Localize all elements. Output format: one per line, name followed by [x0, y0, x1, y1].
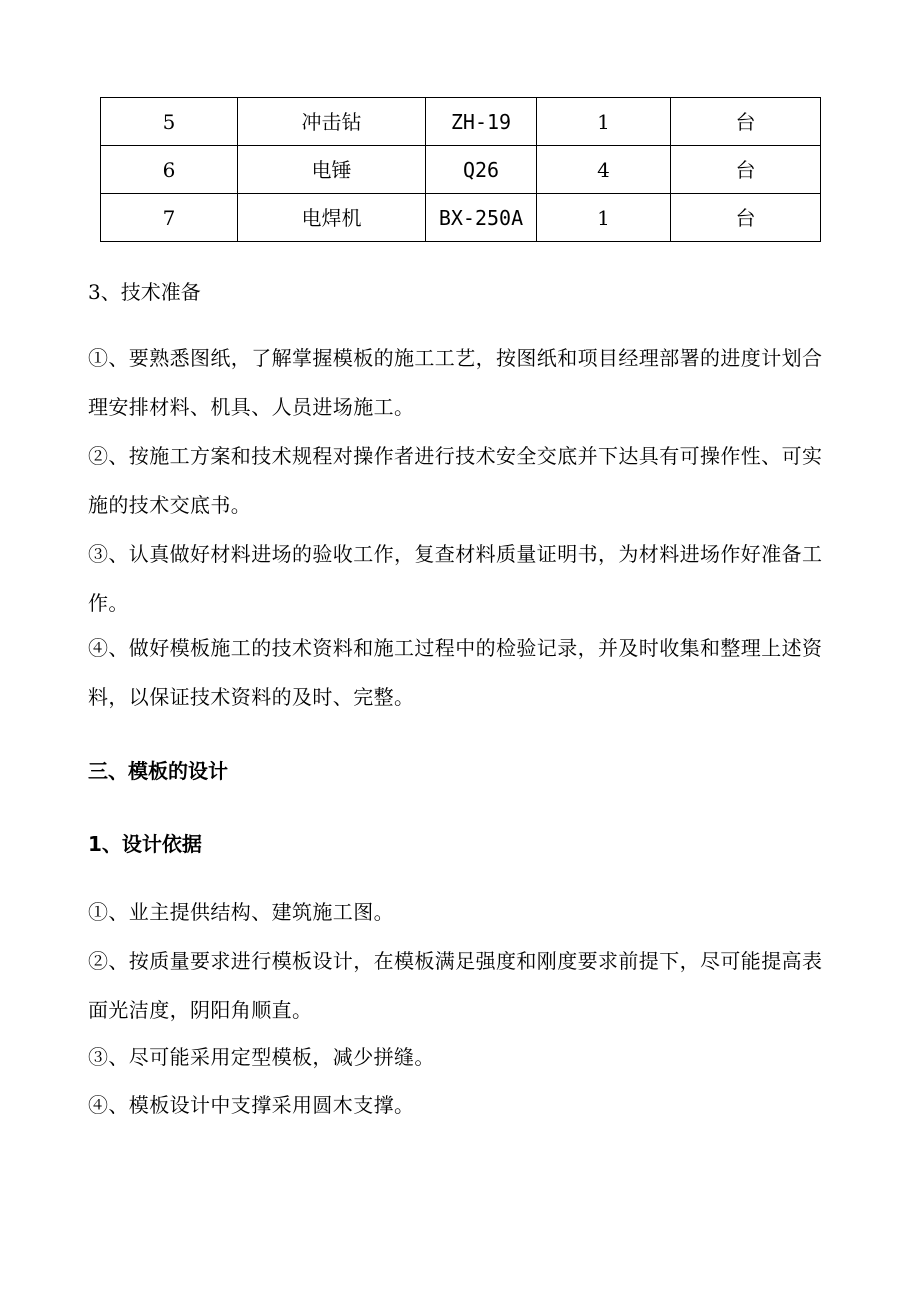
table-row — [101, 194, 821, 242]
cell-unit: 台 — [671, 98, 821, 146]
cell-no: 6 — [101, 146, 238, 194]
cell-qty: 4 — [537, 146, 671, 194]
design-basis-item-2: ②、按质量要求进行模板设计，在模板满足强度和刚度要求前提下，尽可能提高表面光洁度，阴阳角顺直。 — [88, 949, 823, 1022]
cell-model: Q26 — [426, 146, 537, 194]
tech-prep-item-4: ④、做好模板施工的技术资料和施工过程中的检验记录，并及时收集和整理上述资料，以保证技术资料的及时、完整。 — [88, 636, 823, 709]
section-heading: 三、模板的设计 — [88, 759, 228, 783]
equipment-table — [100, 97, 821, 242]
design-basis-item-1: ①、业主提供结构、建筑施工图。 — [88, 900, 394, 924]
tech-prep-item-1: ①、要熟悉图纸，了解掌握模板的施工工艺，按图纸和项目经理部署的进度计划合理安排材料、机具、人员进场施工。 — [88, 346, 823, 419]
cell-qty: 1 — [537, 194, 671, 242]
cell-unit: 台 — [671, 146, 821, 194]
design-basis-item-3: ③、尽可能采用定型模板，减少拼缝。 — [88, 1045, 435, 1069]
cell-model: BX-250A — [426, 194, 537, 242]
cell-name: 电焊机 — [238, 194, 426, 242]
cell-no: 7 — [101, 194, 238, 242]
cell-qty: 1 — [537, 98, 671, 146]
table-row — [101, 98, 821, 146]
tech-prep-item-2: ②、按施工方案和技术规程对操作者进行技术安全交底并下达具有可操作性、可实施的技术交底书。 — [88, 444, 823, 517]
cell-name: 电锤 — [238, 146, 426, 194]
cell-no: 5 — [101, 98, 238, 146]
tech-prep-item-3: ③、认真做好材料进场的验收工作，复查材料质量证明书，为材料进场作好准备工作。 — [88, 542, 823, 615]
cell-name: 冲击钻 — [238, 98, 426, 146]
tech-prep-heading: 3、技术准备 — [88, 280, 201, 304]
table-row — [101, 146, 821, 194]
cell-unit: 台 — [671, 194, 821, 242]
subsection-heading: 1、设计依据 — [88, 832, 202, 856]
cell-model: ZH-19 — [426, 98, 537, 146]
design-basis-item-4: ④、模板设计中支撑采用圆木支撑。 — [88, 1093, 415, 1117]
